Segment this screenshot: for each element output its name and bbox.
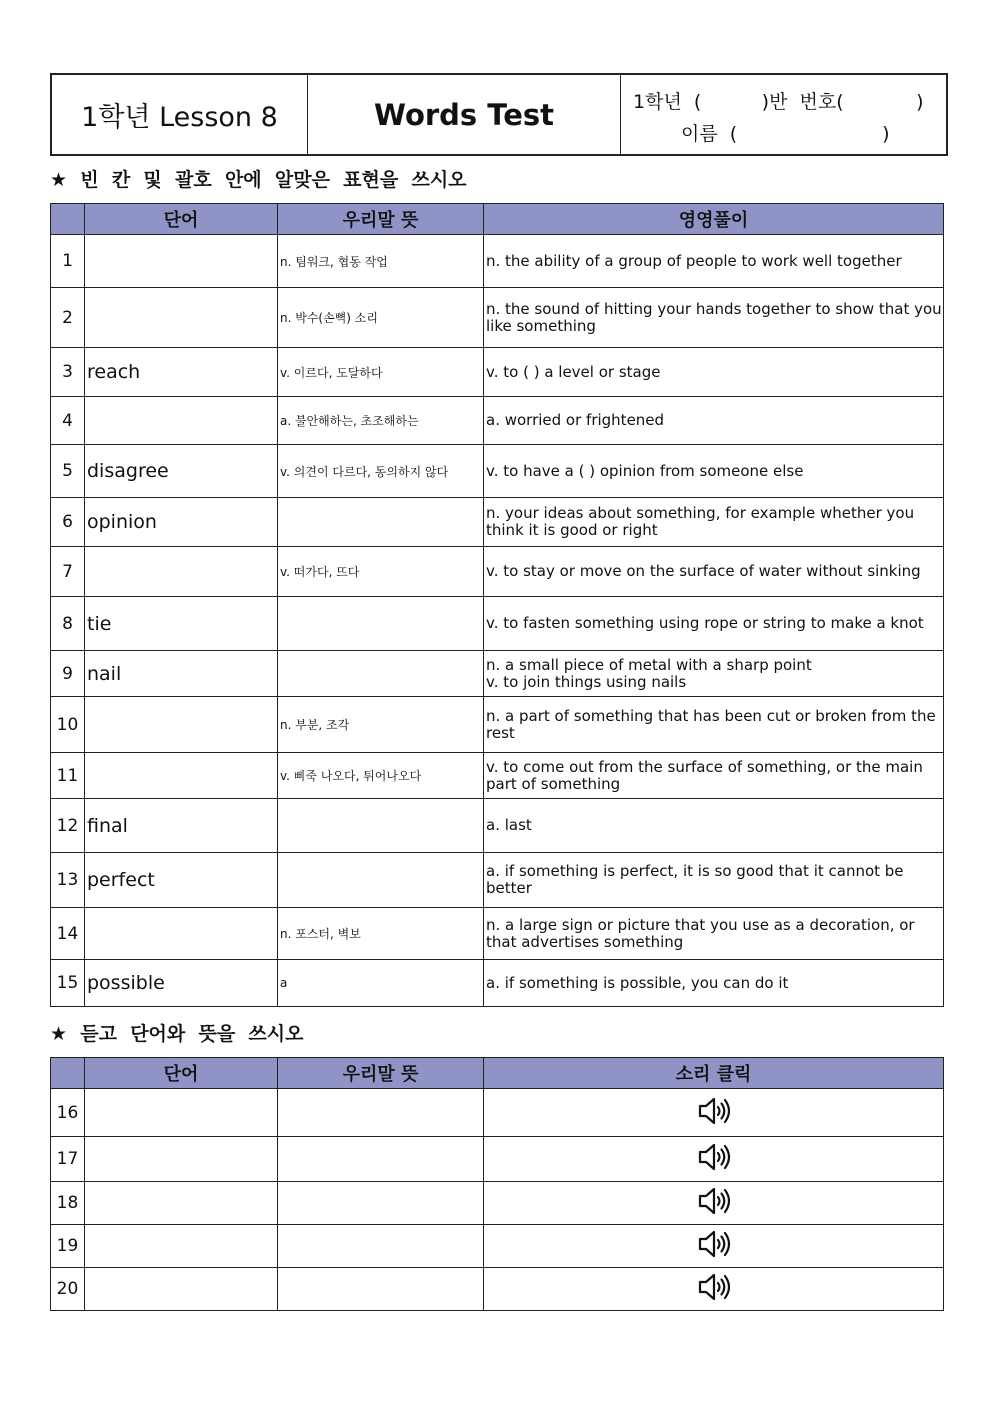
vocab-table-header [51, 204, 944, 235]
korean-meaning-cell[interactable]: v. 의견이 다르다, 동의하지 않다 [278, 445, 484, 498]
word-cell[interactable]: disagree [85, 445, 278, 498]
english-definition-cell: a. last [484, 799, 944, 853]
word-cell[interactable] [85, 547, 278, 597]
word-cell[interactable]: nail [85, 651, 278, 697]
english-definition-cell: v. to ( ) a level or stage [484, 348, 944, 397]
sound-cell [484, 1268, 944, 1311]
english-definition-cell: a. if something is perfect, it is so good that it cannot be better [484, 853, 944, 908]
row-number: 15 [51, 960, 85, 1007]
word-cell[interactable] [85, 397, 278, 445]
header-korean: 우리말 뜻 [278, 1058, 484, 1089]
row-number: 6 [51, 498, 85, 547]
meaning-answer-cell[interactable] [278, 1182, 484, 1225]
vocab-row [51, 908, 944, 960]
vocab-row [51, 753, 944, 799]
word-answer-cell[interactable] [85, 1137, 278, 1182]
english-definition-cell: v. to fasten something using rope or string to make a knot [484, 597, 944, 651]
row-number: 2 [51, 288, 85, 348]
listening-row [51, 1182, 944, 1225]
word-cell[interactable] [85, 697, 278, 753]
vocab-row [51, 853, 944, 908]
vocab-row [51, 651, 944, 697]
word-cell[interactable]: perfect [85, 853, 278, 908]
speaker-icon[interactable] [697, 1096, 731, 1130]
row-number: 19 [51, 1225, 85, 1268]
vocab-row [51, 445, 944, 498]
row-number: 7 [51, 547, 85, 597]
header-word: 단어 [85, 1058, 278, 1089]
korean-meaning-cell[interactable] [278, 853, 484, 908]
row-number: 3 [51, 348, 85, 397]
listening-table [50, 1057, 944, 1311]
meaning-answer-cell[interactable] [278, 1137, 484, 1182]
word-cell[interactable]: final [85, 799, 278, 853]
word-cell[interactable]: tie [85, 597, 278, 651]
sound-cell [484, 1182, 944, 1225]
row-number: 8 [51, 597, 85, 651]
header-word: 단어 [85, 204, 278, 235]
row-number: 10 [51, 697, 85, 753]
speaker-icon[interactable] [697, 1142, 731, 1176]
worksheet-header [50, 73, 948, 156]
english-definition-cell: n. your ideas about something, for example whether you think it is good or right [484, 498, 944, 547]
word-answer-cell[interactable] [85, 1225, 278, 1268]
listening-row [51, 1225, 944, 1268]
word-cell[interactable] [85, 235, 278, 288]
row-number: 11 [51, 753, 85, 799]
vocab-row [51, 960, 944, 1007]
speaker-icon[interactable] [697, 1186, 731, 1220]
vocab-table [50, 203, 944, 1007]
vocab-row [51, 348, 944, 397]
word-answer-cell[interactable] [85, 1182, 278, 1225]
korean-meaning-cell[interactable] [278, 651, 484, 697]
meaning-answer-cell[interactable] [278, 1225, 484, 1268]
meaning-answer-cell[interactable] [278, 1089, 484, 1137]
header-korean: 우리말 뜻 [278, 204, 484, 235]
english-definition-cell: v. to stay or move on the surface of water without sinking [484, 547, 944, 597]
name-line: 이름 ( ) [681, 123, 890, 145]
vocab-row [51, 397, 944, 445]
word-cell[interactable]: opinion [85, 498, 278, 547]
english-definition-cell: a. if something is possible, you can do it [484, 960, 944, 1007]
word-answer-cell[interactable] [85, 1089, 278, 1137]
korean-meaning-cell[interactable]: a. 불안해하는, 초조해하는 [278, 397, 484, 445]
korean-meaning-cell[interactable]: n. 팀워크, 협동 작업 [278, 235, 484, 288]
english-definition-cell: v. to have a ( ) opinion from someone else [484, 445, 944, 498]
meaning-answer-cell[interactable] [278, 1268, 484, 1311]
word-cell[interactable] [85, 908, 278, 960]
row-number: 13 [51, 853, 85, 908]
vocab-row [51, 235, 944, 288]
sound-cell [484, 1137, 944, 1182]
row-number: 20 [51, 1268, 85, 1311]
section2-instruction: ★ 듣고 단어와 뜻을 쓰시오 [50, 1023, 304, 1045]
korean-meaning-cell[interactable] [278, 597, 484, 651]
header-english: 영영풀이 [484, 204, 944, 235]
english-definition-cell: n. a small piece of metal with a sharp point v. to join things using nails [484, 651, 944, 697]
sound-cell [484, 1089, 944, 1137]
row-number: 14 [51, 908, 85, 960]
listening-row [51, 1089, 944, 1137]
listening-table-header [51, 1058, 944, 1089]
korean-meaning-cell[interactable]: n. 박수(손뼉) 소리 [278, 288, 484, 348]
row-number: 12 [51, 799, 85, 853]
header-sound: 소리 클릭 [484, 1058, 944, 1089]
student-info-box [621, 75, 946, 154]
korean-meaning-cell[interactable]: a [278, 960, 484, 1007]
worksheet-title: Words Test [308, 75, 621, 154]
korean-meaning-cell[interactable]: n. 포스터, 벽보 [278, 908, 484, 960]
class-number-line: 1학년 ( )반 번호( ) [633, 91, 924, 113]
row-number: 18 [51, 1182, 85, 1225]
row-number: 5 [51, 445, 85, 498]
english-definition-cell: a. worried or frightened [484, 397, 944, 445]
english-definition-cell: n. a large sign or picture that you use as a decoration, or that advertises something [484, 908, 944, 960]
speaker-icon[interactable] [697, 1229, 731, 1263]
listening-row [51, 1268, 944, 1311]
row-number: 9 [51, 651, 85, 697]
english-definition-cell: n. the sound of hitting your hands together to show that you like something [484, 288, 944, 348]
vocab-row [51, 697, 944, 753]
section1-instruction: ★ 빈 칸 및 괄호 안에 알맞은 표현을 쓰시오 [50, 169, 467, 191]
word-cell[interactable] [85, 753, 278, 799]
word-answer-cell[interactable] [85, 1268, 278, 1311]
vocab-row [51, 288, 944, 348]
english-definition-cell: n. a part of something that has been cut or broken from the rest [484, 697, 944, 753]
sound-cell [484, 1225, 944, 1268]
korean-meaning-cell[interactable]: v. 떠가다, 뜨다 [278, 547, 484, 597]
word-cell[interactable] [85, 288, 278, 348]
header-num [51, 1058, 85, 1089]
listening-row [51, 1137, 944, 1182]
korean-meaning-cell[interactable]: n. 부분, 조각 [278, 697, 484, 753]
korean-meaning-cell[interactable]: v. 삐죽 나오다, 튀어나오다 [278, 753, 484, 799]
korean-meaning-cell[interactable]: v. 이르다, 도달하다 [278, 348, 484, 397]
header-num [51, 204, 85, 235]
korean-meaning-cell[interactable] [278, 498, 484, 547]
row-number: 16 [51, 1089, 85, 1137]
word-cell[interactable]: reach [85, 348, 278, 397]
speaker-icon[interactable] [697, 1272, 731, 1306]
vocab-row [51, 799, 944, 853]
vocab-row [51, 597, 944, 651]
english-definition-cell: v. to come out from the surface of something, or the main part of something [484, 753, 944, 799]
korean-meaning-cell[interactable] [278, 799, 484, 853]
row-number: 17 [51, 1137, 85, 1182]
word-cell[interactable]: possible [85, 960, 278, 1007]
vocab-row [51, 547, 944, 597]
vocab-row [51, 498, 944, 547]
english-definition-cell: n. the ability of a group of people to work well together [484, 235, 944, 288]
row-number: 1 [51, 235, 85, 288]
grade-lesson-label: 1학년 Lesson 8 [52, 75, 308, 154]
row-number: 4 [51, 397, 85, 445]
